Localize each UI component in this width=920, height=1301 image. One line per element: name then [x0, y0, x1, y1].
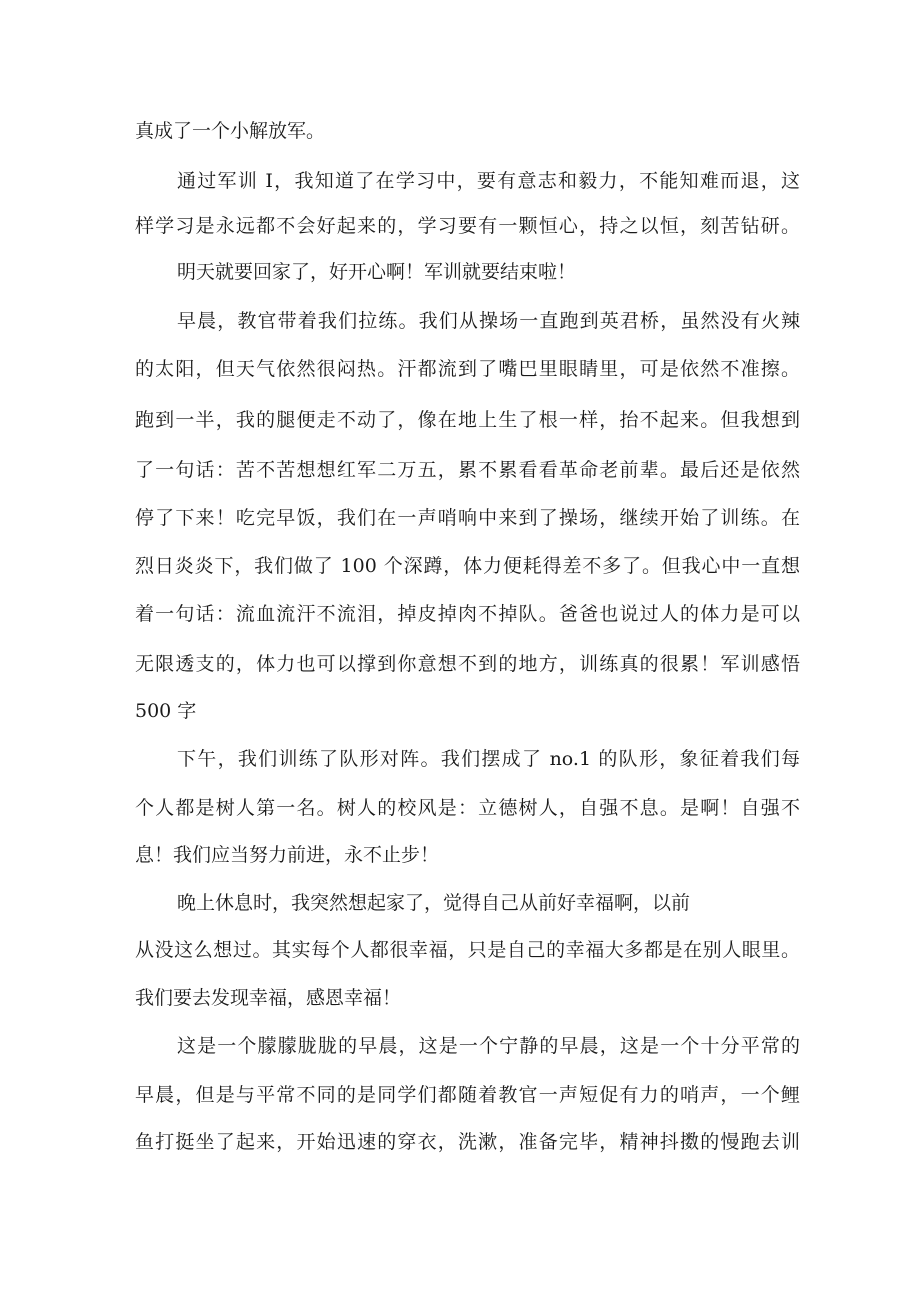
- text-line: 停了下来！吃完早饭，我们在一声哨响中来到了操场，继续开始了训练。在: [135, 507, 800, 529]
- text-line: 了一句话：苦不苦想想红军二万五，累不累看看革命老前辈。最后还是依然: [135, 459, 800, 481]
- text-line: 烈日炎炎下，我们做了 100 个深蹲，体力便耗得差不多了。但我心中一直想: [135, 555, 800, 577]
- text-line: 真成了一个小解放军。: [135, 120, 326, 142]
- text-line: 样学习是永远都不会好起来的，学习要有一颗恒心，持之以恒，刻苦钻研。: [135, 215, 800, 237]
- text-line: 从没这么想过。其实每个人都很幸福，只是自己的幸福大多都是在别人眼里。: [135, 939, 800, 961]
- text-line: 通过军训 I，我知道了在学习中，要有意志和毅力，不能知难而退，这: [177, 170, 800, 192]
- text-line: 这是一个朦朦胧胧的早晨，这是一个宁静的早晨，这是一个十分平常的: [177, 1035, 800, 1057]
- text-line: 下午，我们训练了队形对阵。我们摆成了 no.1 的队形，象征着我们每: [177, 748, 800, 770]
- text-line: 晚上休息时，我突然想起家了，觉得自己从前好幸福啊，以前: [177, 892, 691, 914]
- text-line: 息！我们应当努力前进，永不止步！: [135, 844, 440, 866]
- text-line: 500 字: [135, 700, 197, 722]
- text-line: 个人都是树人第一名。树人的校风是：立德树人，自强不息。是啊！自强不: [135, 797, 800, 819]
- text-line: 无限透支的，体力也可以撑到你意想不到的地方，训练真的很累！军训感悟: [135, 653, 800, 675]
- text-line: 跑到一半，我的腿便走不动了，像在地上生了根一样，抬不起来。但我想到: [135, 409, 800, 431]
- text-line: 的太阳，但天气依然很闷热。汗都流到了嘴巴里眼睛里，可是依然不准擦。: [135, 358, 800, 380]
- text-line: 明天就要回家了，好开心啊！军训就要结束啦！: [177, 261, 577, 283]
- text-line: 早晨，教官带着我们拉练。我们从操场一直跑到英君桥，虽然没有火辣: [177, 310, 800, 332]
- text-line: 我们要去发现幸福，感恩幸福！: [135, 987, 402, 1009]
- text-line: 早晨，但是与平常不同的是同学们都随着教官一声短促有力的哨声，一个鲤: [135, 1084, 800, 1106]
- text-line: 着一句话：流血流汗不流泪，掉皮掉肉不掉队。爸爸也说过人的体力是可以: [135, 603, 800, 625]
- text-line: 鱼打挺坐了起来，开始迅速的穿衣，洗漱，准备完毕，精神抖擞的慢跑去训: [135, 1131, 800, 1153]
